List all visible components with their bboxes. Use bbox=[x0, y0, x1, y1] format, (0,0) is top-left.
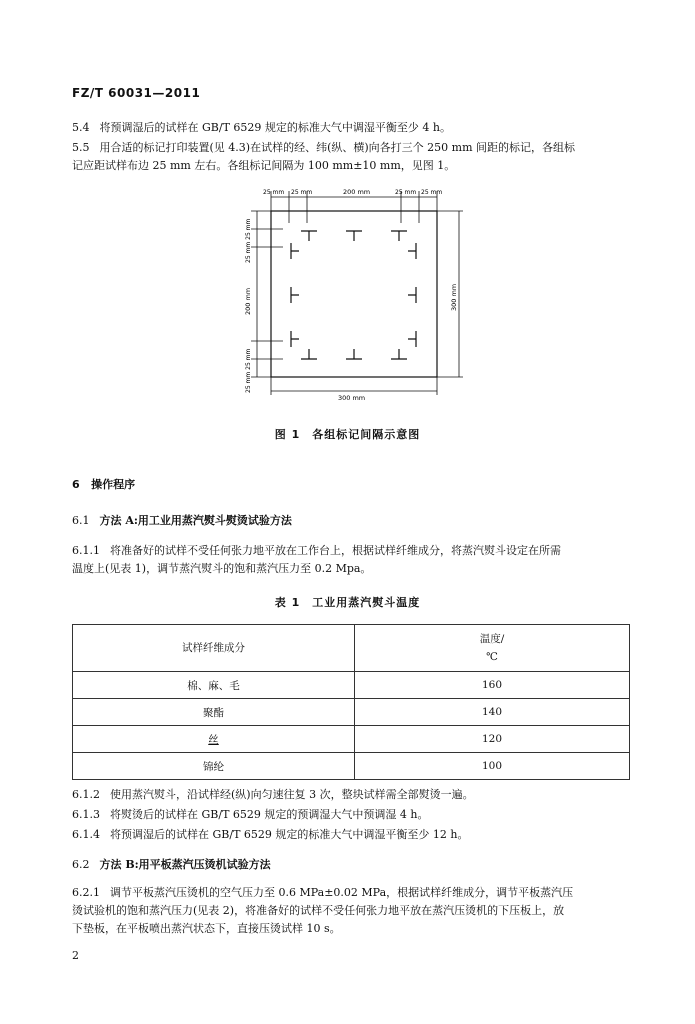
section-text-line2: 温度上(见表 1)，调节蒸汽熨斗的饱和蒸汽压力至 0.2 Mpa。 bbox=[72, 562, 372, 575]
dim-top-25a: 25 mm bbox=[263, 189, 285, 196]
header-temperature bbox=[355, 625, 630, 672]
table-row bbox=[73, 753, 630, 780]
section-text: 将预调湿后的试样在 GB/T 6529 规定的标准大气中调湿平衡至少 12 h。 bbox=[110, 828, 469, 841]
standard-code-header: FZ/T 60031—2011 bbox=[72, 86, 201, 100]
section-5-4 bbox=[72, 119, 632, 137]
table-header-row bbox=[73, 625, 630, 672]
table-1 bbox=[72, 624, 630, 780]
header-temp-unit: ℃ bbox=[486, 651, 498, 663]
marks bbox=[291, 231, 416, 359]
section-number: 6.1.2 bbox=[72, 788, 100, 801]
section-number: 6.2.1 bbox=[72, 886, 100, 899]
section-6-2-heading bbox=[72, 856, 271, 872]
cell-temp: 100 bbox=[355, 753, 630, 780]
bottom-dimension-line bbox=[271, 377, 437, 395]
section-number: 6.1 bbox=[72, 514, 90, 527]
mark-bottom-right bbox=[391, 349, 407, 359]
mark-bottom-left bbox=[301, 349, 317, 359]
dim-left-25-bottom: 25 mm 25 mm bbox=[245, 348, 252, 393]
header-temp-line1: 温度/ bbox=[479, 633, 505, 645]
mark-left-top bbox=[291, 243, 299, 259]
dim-top-25c: 25 mm bbox=[395, 189, 417, 196]
section-text-line1: 用合适的标记打印装置(见 4.3)在试样的经、纬(纵、横)向各打三个 250 mm 间距的标记，各组标 bbox=[99, 141, 576, 154]
section-number: 6.2 bbox=[72, 858, 90, 871]
mark-left-bottom bbox=[291, 331, 299, 347]
section-text: 将预调湿后的试样在 GB/T 6529 规定的标准大气中调湿平衡至少 4 h。 bbox=[99, 121, 451, 134]
section-text-line3: 下垫板，在平板喷出蒸汽状态下，直接压烫试样 10 s。 bbox=[72, 922, 341, 935]
section-6-1-3 bbox=[72, 806, 632, 824]
section-text-line1: 调节平板蒸汽压烫机的空气压力至 0.6 MPa±0.02 MPa，根据试样纤维成分，调节平板蒸汽压 bbox=[110, 886, 574, 899]
mark-left-middle bbox=[291, 287, 299, 303]
section-6-1-4 bbox=[72, 826, 632, 844]
section-6-1-heading bbox=[72, 512, 292, 528]
cell-temp: 120 bbox=[355, 726, 630, 753]
section-6-1-2 bbox=[72, 786, 632, 804]
mark-right-middle bbox=[408, 287, 416, 303]
section-number: 6.1.3 bbox=[72, 808, 100, 821]
mark-right-top bbox=[408, 243, 416, 259]
section-6-2-1 bbox=[72, 884, 632, 938]
section-text-line1: 将准备好的试样不受任何张力地平放在工作台上，根据试样纤维成分，将蒸汽熨斗设定在所需 bbox=[110, 544, 561, 557]
mark-bottom-center bbox=[346, 349, 362, 359]
section-number: 5.5 bbox=[72, 141, 90, 154]
section-5-5 bbox=[72, 139, 632, 175]
section-number: 6.1.1 bbox=[72, 544, 100, 557]
section-number: 5.4 bbox=[72, 121, 90, 134]
header-fiber: 试样纤维成分 bbox=[73, 625, 355, 672]
section-text: 使用蒸汽熨斗，沿试样经(纵)向匀速往复 3 次，整块试样需全部熨烫一遍。 bbox=[110, 788, 474, 801]
dim-bottom-300: 300 mm bbox=[338, 394, 366, 402]
cell-fiber: 聚酯 bbox=[73, 699, 355, 726]
dim-top-25d: 25 mm bbox=[421, 189, 443, 196]
section-text: 将熨烫后的试样在 GB/T 6529 规定的预调湿大气中预调湿 4 h。 bbox=[110, 808, 429, 821]
page-number: 2 bbox=[72, 949, 79, 962]
left-dimension-lines bbox=[251, 211, 283, 377]
section-number: 6 bbox=[72, 478, 80, 491]
section-text-line2: 记应距试样布边 25 mm 左右。各组标记间隔为 100 mm±10 mm，见图 1。 bbox=[72, 159, 456, 172]
dim-top-200: 200 mm bbox=[343, 188, 371, 196]
table-1-caption: 表 1 工业用蒸汽熨斗温度 bbox=[274, 596, 421, 609]
table-row bbox=[73, 699, 630, 726]
dim-top-25b: 25 mm bbox=[291, 189, 313, 196]
section-text-line2: 烫试验机的饱和蒸汽压力(见表 2)，将准备好的试样不受任何张力地平放在蒸汽压烫机的下压板上，放 bbox=[72, 904, 565, 917]
cell-fiber: 锦纶 bbox=[73, 753, 355, 780]
cell-temp: 140 bbox=[355, 699, 630, 726]
figure-1-caption: 图 1 各组标记间隔示意图 bbox=[274, 428, 421, 441]
mark-top-right bbox=[391, 231, 407, 241]
table-row bbox=[73, 726, 630, 753]
section-title: 操作程序 bbox=[91, 478, 136, 491]
cell-fiber: 丝 bbox=[73, 726, 355, 753]
mark-top-center bbox=[346, 231, 362, 241]
dim-right-300: 300 mm bbox=[450, 283, 458, 311]
dim-left-25-top: 25 mm 25 mm bbox=[245, 218, 252, 263]
mark-right-bottom bbox=[408, 331, 416, 347]
section-number: 6.1.4 bbox=[72, 828, 100, 841]
cell-fiber: 棉、麻、毛 bbox=[73, 672, 355, 699]
section-6-1-1 bbox=[72, 542, 632, 578]
figure-1-diagram bbox=[235, 183, 475, 408]
section-6-heading bbox=[72, 476, 135, 492]
dim-left-200: 200 mm bbox=[244, 287, 252, 315]
cell-temp: 160 bbox=[355, 672, 630, 699]
section-title: 方法 B:用平板蒸汽压烫机试验方法 bbox=[99, 858, 271, 871]
mark-top-left bbox=[301, 231, 317, 241]
section-title: 方法 A:用工业用蒸汽熨斗熨烫试验方法 bbox=[99, 514, 292, 527]
table-row bbox=[73, 672, 630, 699]
